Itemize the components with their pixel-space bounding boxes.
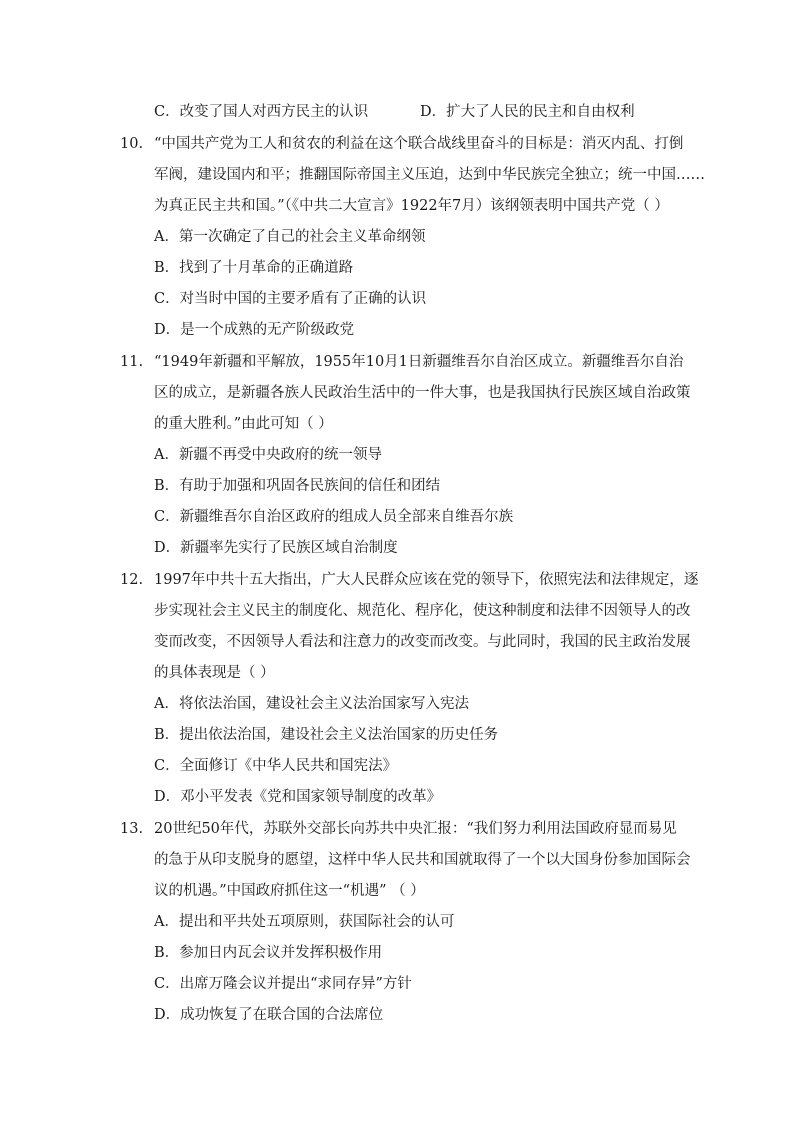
q9-option-d: D．扩大了人民的民主和自由权利 <box>420 104 635 120</box>
q12-option-d: D．邓小平发表《党和国家领导制度的改革》 <box>154 789 442 805</box>
q13-stem-line-2: 的急于从印支脱身的愿望，这样中华人民共和国就取得了一个以大国身份参加国际会 <box>154 852 691 868</box>
q10-stem-line-2: 军阀，建设国内和平；推翻国际帝国主义压迫，达到中华民族完全独立；统一中国…… <box>154 167 705 183</box>
q11-option-c: C．新疆维吾尔自治区政府的组成人员全部来自维吾尔族 <box>154 509 514 525</box>
q12-option-a: A．将依法治国，建设社会主义法治国家写入宪法 <box>154 696 469 712</box>
q12-option-b: B．提出依法治国，建设社会主义法治国家的历史任务 <box>154 727 499 743</box>
q11-stem-line-2: 区的成立，是新疆各族人民政治生活中的一件大事，也是我国执行民族区域自治政策 <box>154 385 691 401</box>
q12-stem-line-4: 的具体表现是（ ） <box>154 665 275 681</box>
q12-stem-line-2: 步实现社会主义民主的制度化、规范化、程序化，使这种制度和法律不因领导人的改 <box>154 603 691 619</box>
q10-stem-line-1: “中国共产党为工人和贫农的利益在这个联合战线里奋斗的目标是：消灭内乱、打倒 <box>154 136 684 152</box>
q13-number: 13. <box>120 821 144 837</box>
q11-option-d: D．新疆率先实行了民族区域自治制度 <box>154 540 398 556</box>
q10-number: 10. <box>120 136 144 152</box>
q12-stem-line-3: 变而改变，不因领导人看法和注意力的改变而改变。与此同时，我国的民主政治发展 <box>154 634 691 650</box>
q12-number: 12. <box>120 572 144 588</box>
q11-number: 11. <box>120 354 144 370</box>
q11-stem-line-1: “1949年新疆和平解放，1955年10月1日新疆维吾尔自治区成立。新疆维吾尔自治 <box>154 354 684 370</box>
q12-stem-line-1: 1997年中共十五大指出，广大人民群众应该在党的领导下，依照宪法和法律规定，逐 <box>154 572 699 588</box>
q11-option-a: A．新疆不再受中央政府的统一领导 <box>154 447 382 463</box>
q10-option-c: C．对当时中国的主要矛盾有了正确的认识 <box>154 291 427 307</box>
q10-option-a: A．第一次确定了自己的社会主义革命纲领 <box>154 229 426 245</box>
q13-option-d: D．成功恢复了在联合国的合法席位 <box>154 1007 384 1023</box>
q13-option-b: B．参加日内瓦会议并发挥积极作用 <box>154 945 383 961</box>
q9-option-c: C．改变了国人对西方民主的认识 <box>154 104 369 120</box>
q13-option-c: C．出席万隆会议并提出“求同存异”方针 <box>154 976 412 992</box>
q13-option-a: A．提出和平共处五项原则，获国际社会的认可 <box>154 914 455 930</box>
q11-stem-line-3: 的重大胜利。”由此可知（ ） <box>154 416 333 432</box>
q10-option-b: B．找到了十月革命的正确道路 <box>154 260 354 276</box>
q12-option-c: C．全面修订《中华人民共和国宪法》 <box>154 758 398 774</box>
q10-option-d: D．是一个成熟的无产阶级政党 <box>154 322 355 338</box>
q13-stem-line-3: 议的机遇。”中国政府抓住这一“机遇” （ ） <box>154 883 425 899</box>
q13-stem-line-1: 20世纪50年代，苏联外交部长向苏共中央汇报：“我们努力利用法国政府显而易见 <box>154 821 677 837</box>
q11-option-b: B．有助于加强和巩固各民族间的信任和团结 <box>154 478 441 494</box>
q10-stem-line-3: 为真正民主共和国。”（《中共二大宣言》1922年7月）该纲领表明中国共产党（ ） <box>154 198 669 214</box>
